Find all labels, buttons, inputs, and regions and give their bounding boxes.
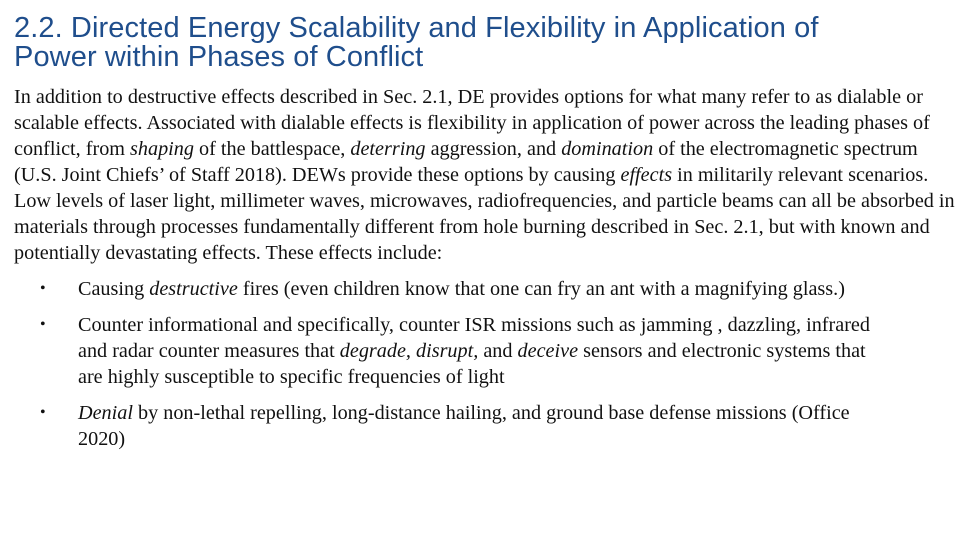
bullet-text: Counter informational and specifically, counter ISR missions such as jamming , dazzling, infrared and radar counter measures that — [78, 314, 870, 362]
bullet-dot-icon: • — [40, 316, 46, 333]
emphasis-denial: Denial — [78, 402, 133, 424]
paragraph-text-1: In addition to destructive effects described in Sec. 2.1, DE provides options for what many refer to as dialable or scalable effects. Associated with dialable effects is flexibility in application of power across the leading phases of conflict, from — [14, 86, 930, 160]
paragraph-text-4: of the electromagnetic spectrum (U.S. Joint Chiefs’ of Staff 2018). DEWs provide these options by causing — [14, 138, 918, 186]
bullet-dot-icon: • — [40, 280, 46, 297]
bullet-text: by non-lethal repelling, long-distance hailing, and ground base defense missions (Office 2020) — [78, 402, 850, 450]
bullet-text: and — [478, 340, 518, 362]
bullet-item-destructive — [14, 276, 878, 302]
emphasis-degrade-disrupt: degrade, disrupt, — [339, 340, 479, 362]
paragraph-text-3: aggression, and — [425, 138, 562, 160]
section-heading — [14, 14, 964, 72]
paragraph-text-2: of the battlespace, — [193, 138, 351, 160]
paragraph-text-5: in militarily relevant scenarios. Low levels of laser light, millimeter waves, microwaves, radiofrequencies, and particle beams can all be absorbed in materials through processes fundamentally different from hole burning described in Sec. 2.1, but with known and potentially devastating effects. These effects include: — [14, 164, 955, 264]
emphasis-deterring: deterring — [350, 138, 426, 160]
effects-bullet-list — [14, 276, 964, 452]
bullet-text: Causing — [78, 278, 150, 300]
emphasis-effects: effects — [620, 164, 673, 186]
bullet-item-denial — [14, 400, 878, 452]
bullet-text: sensors and electronic systems that are highly susceptible to specific frequencies of light — [78, 340, 866, 388]
emphasis-deceive: deceive — [517, 340, 579, 362]
emphasis-destructive: destructive — [149, 278, 238, 300]
section-heading-line-2: Power within Phases of Conflict — [14, 41, 424, 73]
bullet-text: fires (even children know that one can fry an ant with a magnifying glass.) — [237, 278, 845, 300]
bullet-item-counter-isr — [14, 312, 878, 390]
section-heading-line-1: 2.2. Directed Energy Scalability and Flexibility in Application of — [14, 12, 819, 44]
emphasis-shaping: shaping — [130, 138, 194, 160]
body-paragraph — [14, 84, 964, 266]
document-page — [14, 14, 964, 462]
bullet-dot-icon: • — [40, 404, 46, 421]
emphasis-domination: domination — [561, 138, 654, 160]
